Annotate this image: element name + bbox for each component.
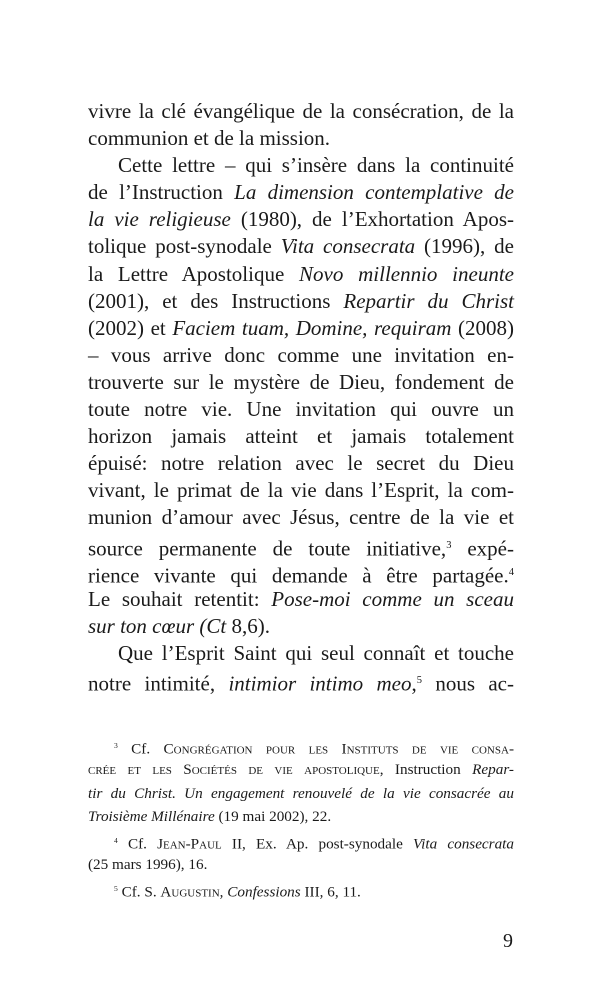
italic-text: sur ton cœur (Ct bbox=[88, 613, 227, 638]
italic-text: intimior intimo meo bbox=[228, 671, 412, 696]
text-run: vivant, le primat de la vie dans l’Esprit, la com- bbox=[88, 478, 514, 503]
text-run: toute notre vie. Une invitation qui ouvre un bbox=[88, 397, 514, 422]
text-line bbox=[88, 667, 514, 694]
text-run: Cf. bbox=[117, 740, 164, 758]
text-run: munion d’amour avec Jésus, centre de la vie et bbox=[88, 505, 514, 530]
text-run: 8,6). bbox=[226, 613, 271, 638]
text-run: rience vivante qui demande à être partagée. bbox=[88, 562, 509, 587]
text-run: , Instruction bbox=[379, 760, 473, 778]
text-run: Le souhait retentit: bbox=[88, 586, 272, 611]
text-line bbox=[88, 179, 514, 206]
footnote-ref: 4 bbox=[508, 566, 514, 578]
text-run: tolique post-synodale bbox=[88, 234, 281, 259]
text-run: Cette lettre – qui s’insère dans la continuité bbox=[118, 153, 514, 178]
italic-text: Vita consecrata bbox=[413, 835, 514, 853]
text-run: Cf. S. bbox=[117, 883, 161, 901]
text-line bbox=[88, 586, 514, 613]
small-caps-text: Congrégation pour les Instituts de vie consa- bbox=[163, 740, 514, 758]
text-run: expé- bbox=[451, 535, 515, 560]
text-line bbox=[88, 125, 514, 152]
text-run: (25 mars 1996), 16. bbox=[88, 855, 208, 873]
text-run: nous ac- bbox=[421, 671, 514, 696]
italic-text: Faciem tuam, Domine, requiram bbox=[172, 315, 452, 340]
text-run: (1980), de l’Exhortation Apos- bbox=[230, 207, 514, 232]
text-run: (2001), et des Instructions bbox=[88, 288, 344, 313]
italic-text: Pose-moi comme un sceau bbox=[271, 586, 514, 611]
text-run: vivre la clé évangélique de la consécration, de la bbox=[88, 99, 514, 123]
text-line bbox=[88, 98, 514, 125]
text-run: notre intimité, bbox=[88, 671, 229, 696]
text-line bbox=[88, 423, 514, 450]
body-text bbox=[88, 98, 514, 694]
italic-text: Repar- bbox=[472, 760, 514, 778]
text-run: trouverte sur le mystère de Dieu, fondement de bbox=[88, 369, 514, 394]
text-line bbox=[88, 532, 514, 559]
footnote-line bbox=[88, 853, 514, 877]
footnote-line bbox=[88, 805, 514, 829]
italic-text: La dimension contemplative de bbox=[234, 180, 514, 205]
text-run: (19 mai 2002), 22. bbox=[214, 808, 332, 826]
page-number: 9 bbox=[503, 930, 513, 952]
text-run: (2002) et bbox=[88, 315, 173, 340]
text-line bbox=[88, 152, 514, 179]
text-run: – vous arrive donc comme une invitation en- bbox=[88, 342, 514, 367]
text-run: Que l’Esprit Saint qui seul connaît et touche bbox=[118, 640, 514, 665]
text-line bbox=[88, 233, 514, 260]
text-line bbox=[88, 206, 514, 233]
footnote-ref: 4 bbox=[114, 836, 118, 846]
small-caps-text: Augustin bbox=[160, 883, 220, 901]
footnote-ref: 5 bbox=[114, 883, 118, 893]
text-line bbox=[88, 342, 514, 369]
text-line bbox=[88, 396, 514, 423]
text-run: communion et de la mission. bbox=[88, 126, 331, 151]
text-line bbox=[88, 613, 514, 640]
footnote-line bbox=[88, 734, 514, 758]
text-line bbox=[88, 315, 514, 342]
small-caps-text: Jean-Paul II bbox=[157, 835, 243, 853]
text-run: la Lettre Apostolique bbox=[88, 261, 300, 286]
text-line bbox=[88, 504, 514, 531]
italic-text: Repartir du Christ bbox=[343, 288, 514, 313]
italic-text: Troisième Millénaire bbox=[88, 808, 215, 826]
italic-text: Novo millennio ineunte bbox=[299, 261, 514, 286]
text-run: Cf. bbox=[117, 835, 158, 853]
footnotes bbox=[88, 734, 514, 901]
text-line bbox=[88, 477, 514, 504]
footnote-line bbox=[88, 782, 514, 806]
text-run: , bbox=[219, 883, 228, 901]
text-run: (1996), de bbox=[415, 234, 514, 259]
text-line bbox=[88, 288, 514, 315]
text-run: III, 6, 11. bbox=[300, 883, 361, 901]
italic-text: tir du Christ. Un engagement renouvelé de la vie consacrée au bbox=[88, 784, 514, 802]
footnote-ref: 5 bbox=[416, 674, 422, 686]
italic-text: Confessions bbox=[227, 883, 301, 901]
text-line bbox=[88, 369, 514, 396]
text-run: , bbox=[411, 671, 417, 696]
footnote-ref: 3 bbox=[114, 741, 118, 750]
text-run: horizon jamais atteint et jamais totalement bbox=[88, 424, 514, 449]
text-line bbox=[88, 559, 514, 586]
footnote-line bbox=[88, 877, 514, 901]
text-run: source permanente de toute initiative, bbox=[88, 535, 447, 560]
text-line bbox=[88, 261, 514, 288]
footnote-ref: 3 bbox=[446, 539, 452, 551]
text-run: de l’Instruction bbox=[88, 180, 235, 205]
footnote-line bbox=[88, 829, 514, 853]
small-caps-text: crée et les Sociétés de vie apostolique bbox=[88, 760, 380, 778]
text-line bbox=[88, 450, 514, 477]
text-run: épuisé: notre relation avec le secret du Dieu bbox=[88, 451, 514, 476]
text-run: , Ex. Ap. post-synodale bbox=[242, 835, 414, 853]
text-line bbox=[88, 640, 514, 667]
text-run: (2008) bbox=[451, 315, 514, 340]
footnote-line bbox=[88, 758, 514, 782]
italic-text: Vita consecrata bbox=[280, 234, 416, 259]
italic-text: la vie religieuse bbox=[88, 207, 231, 232]
